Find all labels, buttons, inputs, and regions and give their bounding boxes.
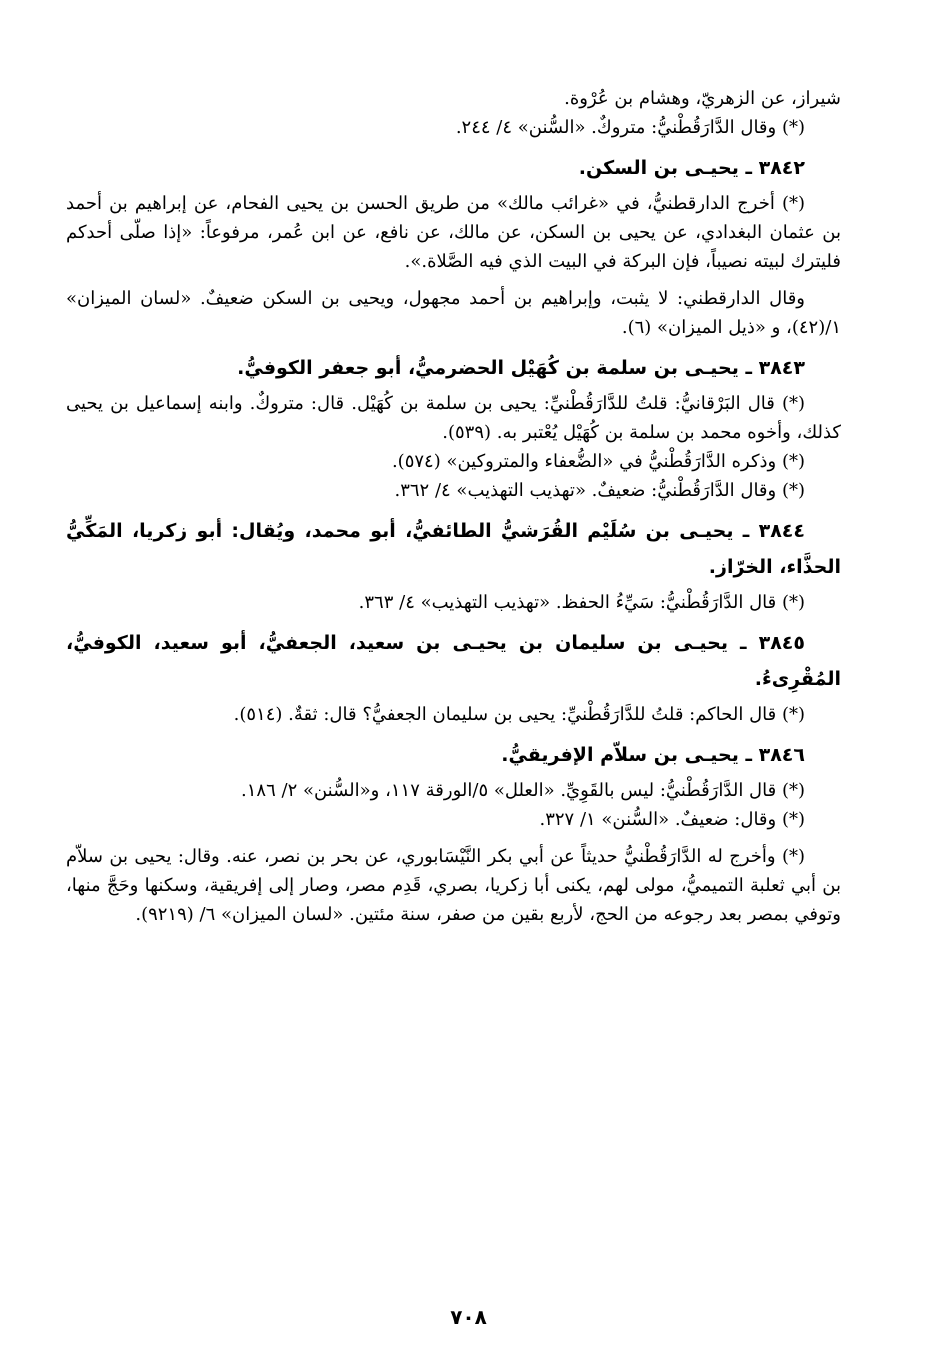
entry-heading: ٣٨٤٤ ـ يحيـى بن سُلَيْم القُرَشيُّ الطائفيُّ، أبو محمد، ويُقال: أبو زكريا، المَكِّيُّ الحذَّاء، الخرّاز. <box>66 520 841 578</box>
text-line: (*) وقال الدَّارَقُطْنيُّ: متروكٌ. «السُّنن» ٤/ ٢٤٤. <box>455 117 805 138</box>
text-paragraph: وقال الدارقطني: لا يثبت، وإبراهيم بن أحمد مجهول، ويحيى بن السكن ضعيفٌ. «لسان الميزان» ١/(٤٢)، و «ذيل الميزان» (٦). <box>66 288 841 338</box>
text-paragraph: (*) وأخرج له الدَّارَقُطْنيُّ حديثاً عن أبي بكر النَّيْسَابوري، عن بحر بن نصر، عنه. وقال: يحيى بن سلاّم بن أبي ثعلبة التميميُّ، مولى لهم، يكنى أبا زكريا، بصري، قَدِم مصر، وصار إلى إفريقية، وسكنها وحَجَّ منها، وتوفي بمصر بعد رجوعه من الحج، لأربع بقين من صفر، سنة مئتين. «لسان الميزان» ٦/ (٩٢١٩). <box>66 846 841 925</box>
text-line: (*) قال الدَّارَقُطْنيُّ: سَيِّءُ الحفظ. «تهذيب التهذيب» ٤/ ٣٦٣. <box>358 592 805 613</box>
text-paragraph: (*) أخرج الدارقطنيُّ، في «غرائب مالك» من طريق الحسن بن يحيى الفحام، عن إبراهيم بن أحمد بن عثمان البغدادي، عن يحيى بن السكن، عن مالك، عن نافع، عن ابن عُمر، مرفوعاً: «إذا صلّى أحدكم فليترك لبيته نصيباً، فإن البركة في البيت الذي فيه الصَّلاة.». <box>66 193 841 272</box>
page-body <box>66 84 841 929</box>
text-line: (*) وقال: ضعيفٌ. «السُّنن» ١/ ٣٢٧. <box>539 809 805 830</box>
text-line: (*) وقال الدَّارَقُطْنيُّ: ضعيفٌ. «تهذيب التهذيب» ٤/ ٣٦٢. <box>394 480 805 501</box>
text-line: (*) قال الحاكم: قلتُ للدَّارَقُطْنيِّ: يحيى بن سليمان الجعفيُّ؟ قال: ثقةٌ. (٥١٤). <box>233 704 805 725</box>
entry-heading: ٣٨٤٦ ـ يحيـى بن سلاّم الإفريقيُّ. <box>501 744 805 766</box>
entry-heading: ٣٨٤٣ ـ يحيـى بن سلمة بن كُهَيْل الحضرميُّ، أبو جعفر الكوفيُّ. <box>237 357 805 379</box>
text-line: شيراز، عن الزهريّ، وهشام بن عُرْوة. <box>564 88 841 109</box>
text-line: (*) قال الدَّارَقُطْنيُّ: ليس بالقَوِيِّ. «العلل» ٥/الورقة ١١٧، و«السُّنن» ٢/ ١٨٦. <box>241 780 805 801</box>
page-number: ٧٠٨ <box>450 1305 487 1329</box>
entry-heading: ٣٨٤٢ ـ يحيـى بن السكن. <box>578 157 805 179</box>
text-paragraph: (*) قال البَرْقانيُّ: قلتُ للدَّارَقُطْنيِّ: يحيى بن سلمة بن كُهَيْل. قال: متروكٌ. وابنه إسماعيل بن يحيى كذلك، وأخوه محمد بن سلمة بن كُهَيْل يُعْتبر به. (٥٣٩). <box>66 393 841 443</box>
text-line: (*) وذكره الدَّارَقُطْنيُّ في «الضُّعفاء والمتروكين» (٥٧٤). <box>391 451 805 472</box>
entry-heading: ٣٨٤٥ ـ يحيـى بن سليمان بن يحيـى بن سعيد، الجعفيُّ، أبو سعيد، الكوفيُّ، المُقْرِىءُ. <box>66 632 841 690</box>
